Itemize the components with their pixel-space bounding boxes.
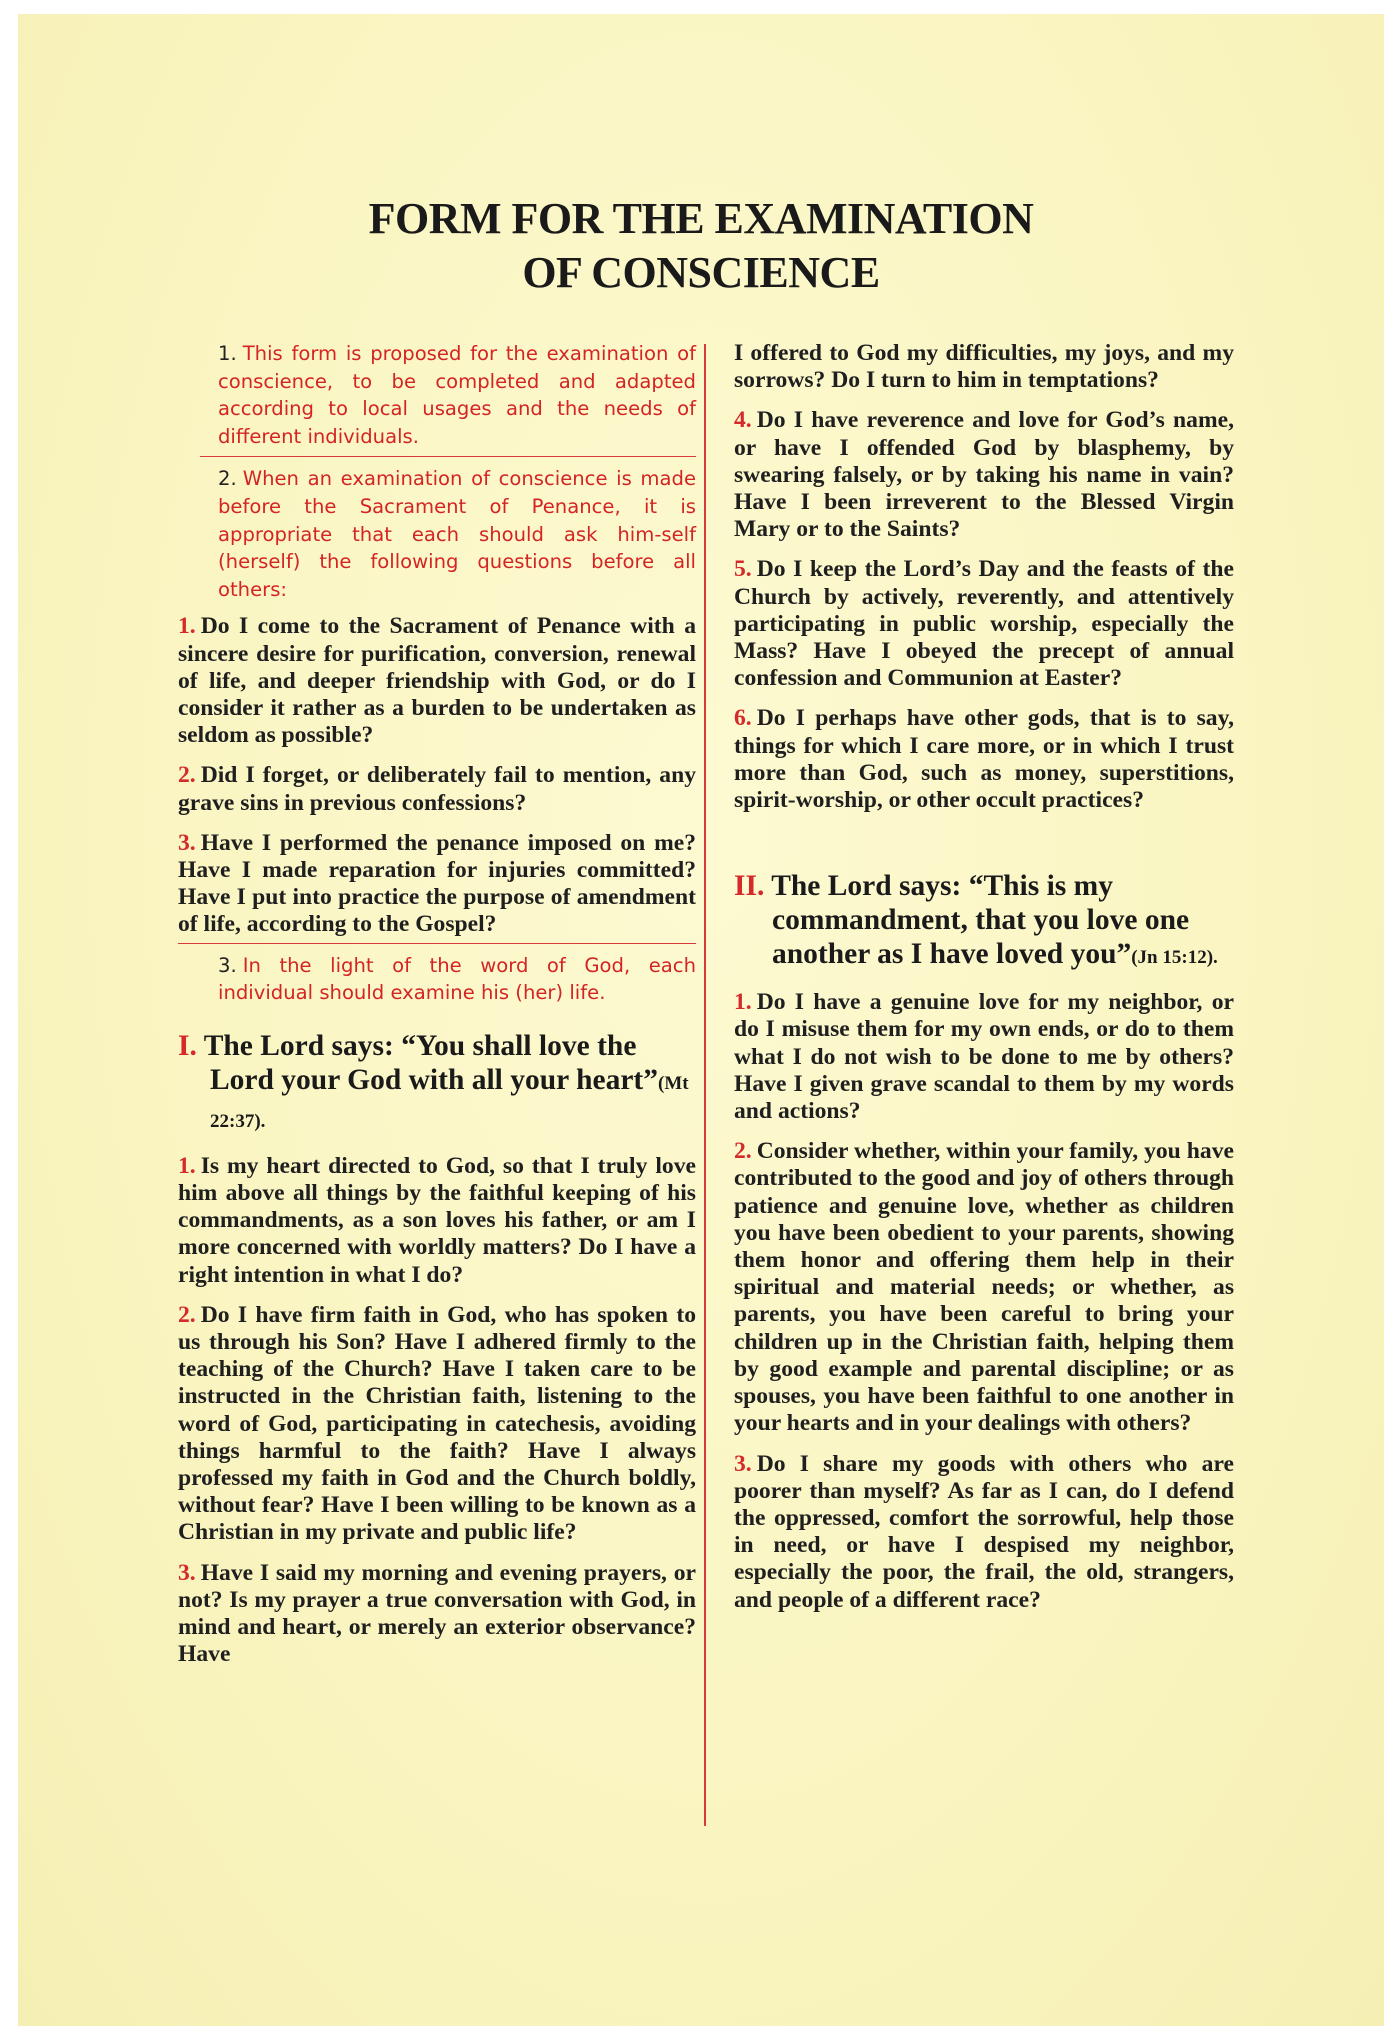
section-1-question-5 xyxy=(734,556,1234,692)
section-1-heading xyxy=(178,1029,696,1139)
preliminary-question-1 xyxy=(178,613,696,749)
left-column xyxy=(178,340,696,1681)
section-heading-text: The Lord says: “You shall love the Lord your God with all your heart” xyxy=(203,1029,659,1096)
question-number: 3. xyxy=(734,1450,752,1477)
section-2-heading xyxy=(734,869,1234,975)
question-number: 2. xyxy=(734,1138,752,1165)
section-1-question-3 xyxy=(178,1560,696,1669)
question-text: Do I share my goods with others who are poorer than myself? As far as I can, do I defend the oppressed, comfort the sorrowful, help those in need, or have I despised my neighbor, especially the poor, the frail, the old, strangers, and people of a different race? xyxy=(734,1450,1234,1613)
question-text: Is my heart directed to God, so that I truly love him above all things by the faithful keeping of his commandments, as a son loves his father, or am I more concerned with worldly matters? Do I have a right intention in what I do? xyxy=(178,1152,696,1288)
title-line-2: OF CONSCIENCE xyxy=(522,248,880,297)
section-numeral: II. xyxy=(734,870,765,903)
section-numeral: I. xyxy=(178,1029,197,1062)
question-number: 3. xyxy=(178,829,196,856)
question-text: Do I have reverence and love for God’s name, or have I offended God by blasphemy, by swearing falsely, or by taking his name in vain? Have I been irreverent to the Blessed Virgin Mary or to the Saints? xyxy=(734,407,1234,543)
document-page xyxy=(18,14,1384,2026)
section-1-question-2 xyxy=(178,1302,696,1547)
question-text: Have I said my morning and evening prayers, or not? Is my prayer a true conversation with God, in mind and heart, or merely an exterior observance? Have xyxy=(178,1559,696,1668)
page-title xyxy=(18,192,1384,300)
section-spacer xyxy=(734,827,1234,869)
right-column xyxy=(734,340,1234,1627)
scripture-reference: (Jn 15:12). xyxy=(1131,947,1218,969)
preliminary-question-3 xyxy=(178,830,696,944)
question-text: Do I have a genuine love for my neighbor, or do I misuse them for my own ends, or do to them what I do not wish to be done to me by others? Have I given grave scandal to them by my words and actions? xyxy=(734,989,1234,1125)
question-number: 2. xyxy=(178,1301,196,1328)
question-number: 1. xyxy=(178,613,196,640)
question-number: 6. xyxy=(734,705,752,732)
section-1-question-1 xyxy=(178,1153,696,1289)
column-divider xyxy=(704,344,706,1826)
note-number: 3. xyxy=(218,953,237,977)
note-number: 1. xyxy=(218,342,237,365)
question-number: 2. xyxy=(178,762,196,789)
question-number: 3. xyxy=(178,1559,196,1586)
question-text: Do I have firm faith in God, who has spoken to us through his Son? Have I adhered firmly to the teaching of the Church? Have I taken care to be instructed in the Christian faith, listening to the word of God, participating in catechesis, avoiding things harmful to the faith? Have I always professed my faith in God and the Church boldly, without fear? Have I been willing to be known as a Christian in my private and public life? xyxy=(178,1301,696,1546)
question-number: 1. xyxy=(734,989,752,1016)
section-heading-text: The Lord says: “This is my commandment, that you love one another as I have loved you” xyxy=(771,870,1190,971)
section-1-question-3-continued: I offered to God my difficulties, my joys, and my sorrows? Do I turn to him in temptations? xyxy=(734,340,1234,394)
preliminary-question-2 xyxy=(178,762,696,816)
section-2-question-2 xyxy=(734,1138,1234,1437)
note-text: This form is proposed for the examination of conscience, to be completed and adapted according to local usages and the needs of different individuals. xyxy=(218,342,696,448)
section-2-question-1 xyxy=(734,989,1234,1125)
question-text: Do I perhaps have other gods, that is to say, things for which I care more, or in which I trust more than God, such as money, superstitions, spirit-worship, or other occult practices? xyxy=(734,705,1234,814)
question-text: Have I performed the penance imposed on me? Have I made reparation for injuries committed? Have I put into practice the purpose of amendment of life, according to the Gospel? xyxy=(178,829,696,938)
title-line-1: FORM FOR THE EXAMINATION xyxy=(368,194,1034,243)
note-1 xyxy=(200,340,696,457)
note-3 xyxy=(200,952,696,1007)
note-number: 2. xyxy=(218,467,237,491)
question-text: Do I come to the Sacrament of Penance with a sincere desire for purification, conversion, renewal of life, and deeper friendship with God, or do I consider it rather as a burden to be undertaken as seldom as possible? xyxy=(178,613,696,749)
section-1-question-6 xyxy=(734,705,1234,814)
note-text: When an examination of conscience is made before the Sacrament of Penance, it is appropriate that each should ask him-self (herself) the following questions before all others: xyxy=(218,467,696,601)
question-text: Did I forget, or deliberately fail to mention, any grave sins in previous confessions? xyxy=(178,762,696,816)
question-text: Consider whether, within your family, you have contributed to the good and joy of others through patience and genuine love, whether as children you have been obedient to your parents, showing them honor and offering them help in their spiritual and material needs; or whether, as parents, you have been careful to bring your children up in the Christian faith, helping them by good example and parental discipline; or as spouses, you have been faithful to one another in your hearts and in your dealings with others? xyxy=(734,1138,1234,1437)
question-number: 4. xyxy=(734,407,752,434)
question-text: Do I keep the Lord’s Day and the feasts of the Church by actively, reverently, and attentively participating in public worship, especially the Mass? Have I obeyed the precept of annual confession and Communion at Easter? xyxy=(734,556,1234,692)
section-1-question-4 xyxy=(734,407,1234,543)
question-number: 1. xyxy=(178,1152,196,1179)
note-text: In the light of the word of God, each individual should examine his (her) life. xyxy=(218,953,696,1005)
scripture-reference: (Mt 22:37). xyxy=(210,1072,689,1132)
section-2-question-3 xyxy=(734,1451,1234,1614)
question-number: 5. xyxy=(734,556,752,583)
note-2 xyxy=(200,465,696,603)
